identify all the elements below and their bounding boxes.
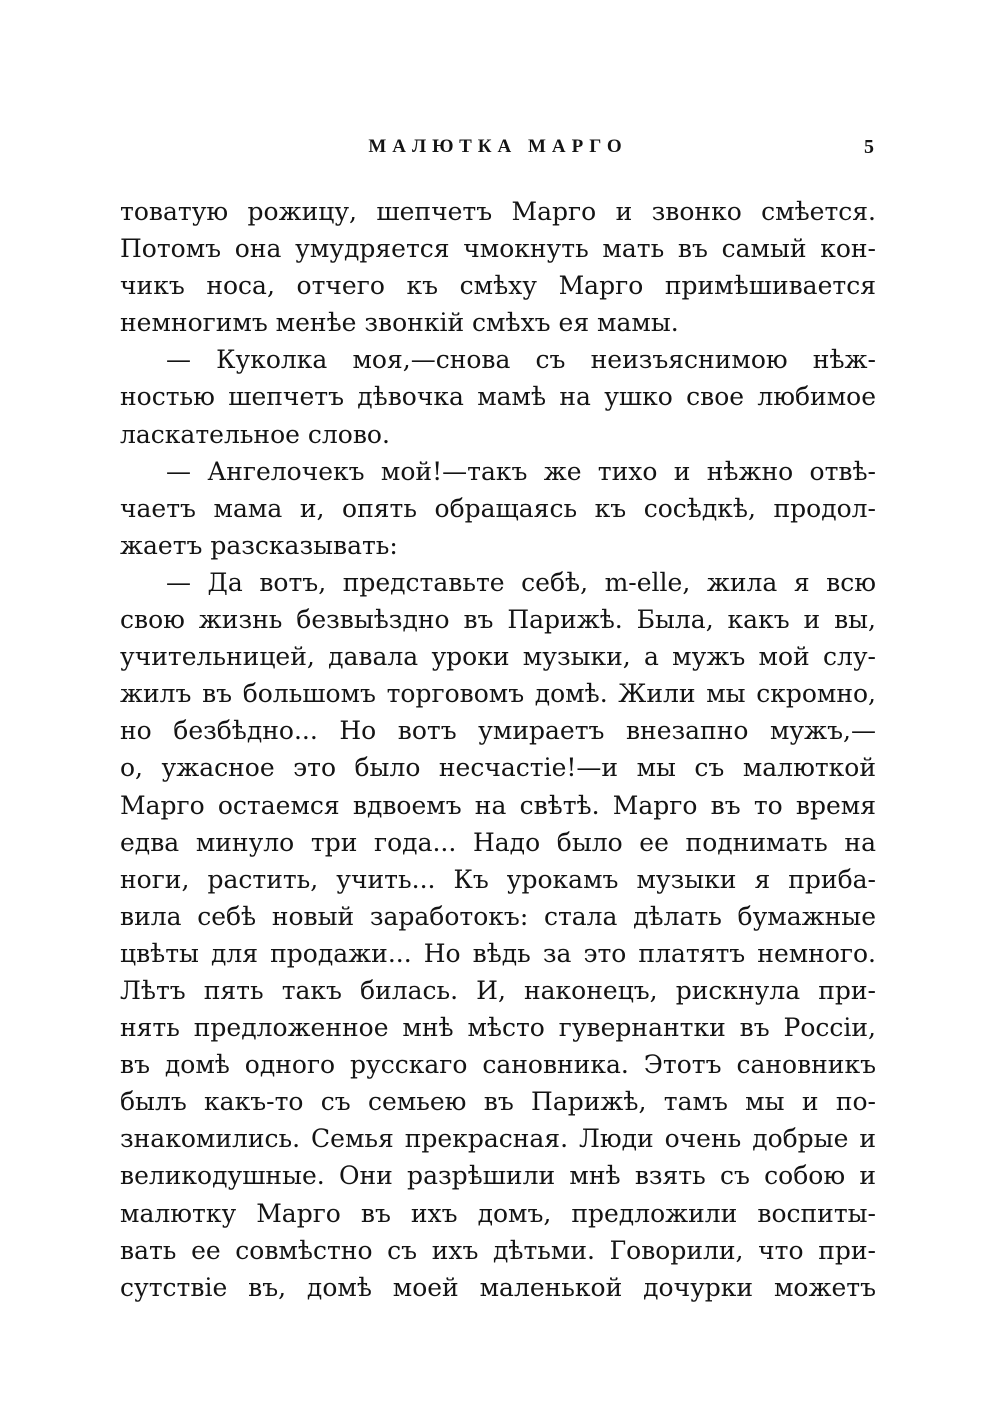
text-line: Марго остаемся вдвоемъ на свѣтѣ. Марго въ то время bbox=[120, 790, 876, 820]
text-line: свою жизнь безвыѣздно въ Парижѣ. Была, какъ и вы, bbox=[120, 605, 876, 635]
text-line: нять предложенное мнѣ мѣсто гувернантки въ Россіи, bbox=[120, 1013, 876, 1043]
text-line: товатую рожицу, шепчетъ Марго и звонко смѣется. bbox=[120, 197, 876, 226]
text-line: жаетъ разсказывать: bbox=[120, 530, 398, 560]
text-line: — Ангелочекъ мой!—такъ же тихо и нѣжно отвѣ- bbox=[166, 456, 876, 486]
text-line: едва минуло три года... Надо было ее поднимать на bbox=[120, 827, 876, 857]
text-line: чикъ носа, отчего къ смѣху Марго примѣшивается bbox=[120, 271, 876, 301]
text-line: былъ какъ-то съ семьею въ Парижѣ, тамъ мы и по- bbox=[120, 1087, 876, 1117]
text-line: вила себѣ новый заработокъ: стала дѣлать бумажные bbox=[120, 901, 876, 931]
text-line: цвѣты для продажи... Но вѣдь за это платятъ немного. bbox=[120, 938, 876, 968]
text-line: — Да вотъ, представьте себѣ, m-elle, жила я всю bbox=[166, 567, 876, 597]
text-line: знакомились. Семья прекрасная. Люди очень добрые и bbox=[120, 1124, 876, 1154]
text-line: ласкательное слово. bbox=[120, 419, 390, 449]
running-title: МАЛЮТКА МАРГО bbox=[368, 136, 628, 157]
running-head bbox=[120, 136, 876, 166]
text-line: чаетъ мама и, опять обращаясь къ сосѣдкѣ, продол- bbox=[120, 493, 876, 523]
text-line: великодушные. Они разрѣшили мнѣ взять съ собою и bbox=[120, 1161, 876, 1191]
text-line: вать ее совмѣстно съ ихъ дѣтьми. Говорили, что при- bbox=[120, 1235, 876, 1265]
text-line: ностью шепчетъ дѣвочка мамѣ на ушко свое любимое bbox=[120, 382, 876, 412]
page-number: 5 bbox=[864, 136, 874, 158]
text-line: ноги, растить, учить... Къ урокамъ музыки я прибa- bbox=[120, 864, 876, 894]
text-line: въ домѣ одного русскаго сановника. Этотъ сановникъ bbox=[120, 1050, 876, 1080]
text-line: немногимъ менѣе звонкій смѣхъ ея мамы. bbox=[120, 308, 679, 338]
text-line: Лѣтъ пять такъ билась. И, наконецъ, рискнула при- bbox=[120, 975, 876, 1005]
text-line: учительницей, давала уроки музыки, а мужъ мой слу- bbox=[120, 642, 876, 672]
text-line: малютку Марго въ ихъ домъ, предложили воспиты- bbox=[120, 1198, 876, 1228]
text-line: жилъ въ большомъ торговомъ домѣ. Жили мы скромно, bbox=[120, 679, 876, 709]
text-line: — Куколка моя,—снова съ неизъяснимою нѣж- bbox=[166, 345, 876, 375]
text-line: Потомъ она умудряется чмокнуть мать въ самый кон- bbox=[120, 234, 876, 264]
text-line: сутствіе въ, домѣ моей маленькой дочурки можетъ bbox=[120, 1272, 876, 1302]
text-line: но безбѣдно... Но вотъ умираетъ внезапно мужъ,— bbox=[120, 716, 876, 746]
text-line: о, ужасное это было несчастіе!—и мы съ малюткой bbox=[120, 753, 876, 783]
body-text bbox=[120, 193, 876, 1306]
